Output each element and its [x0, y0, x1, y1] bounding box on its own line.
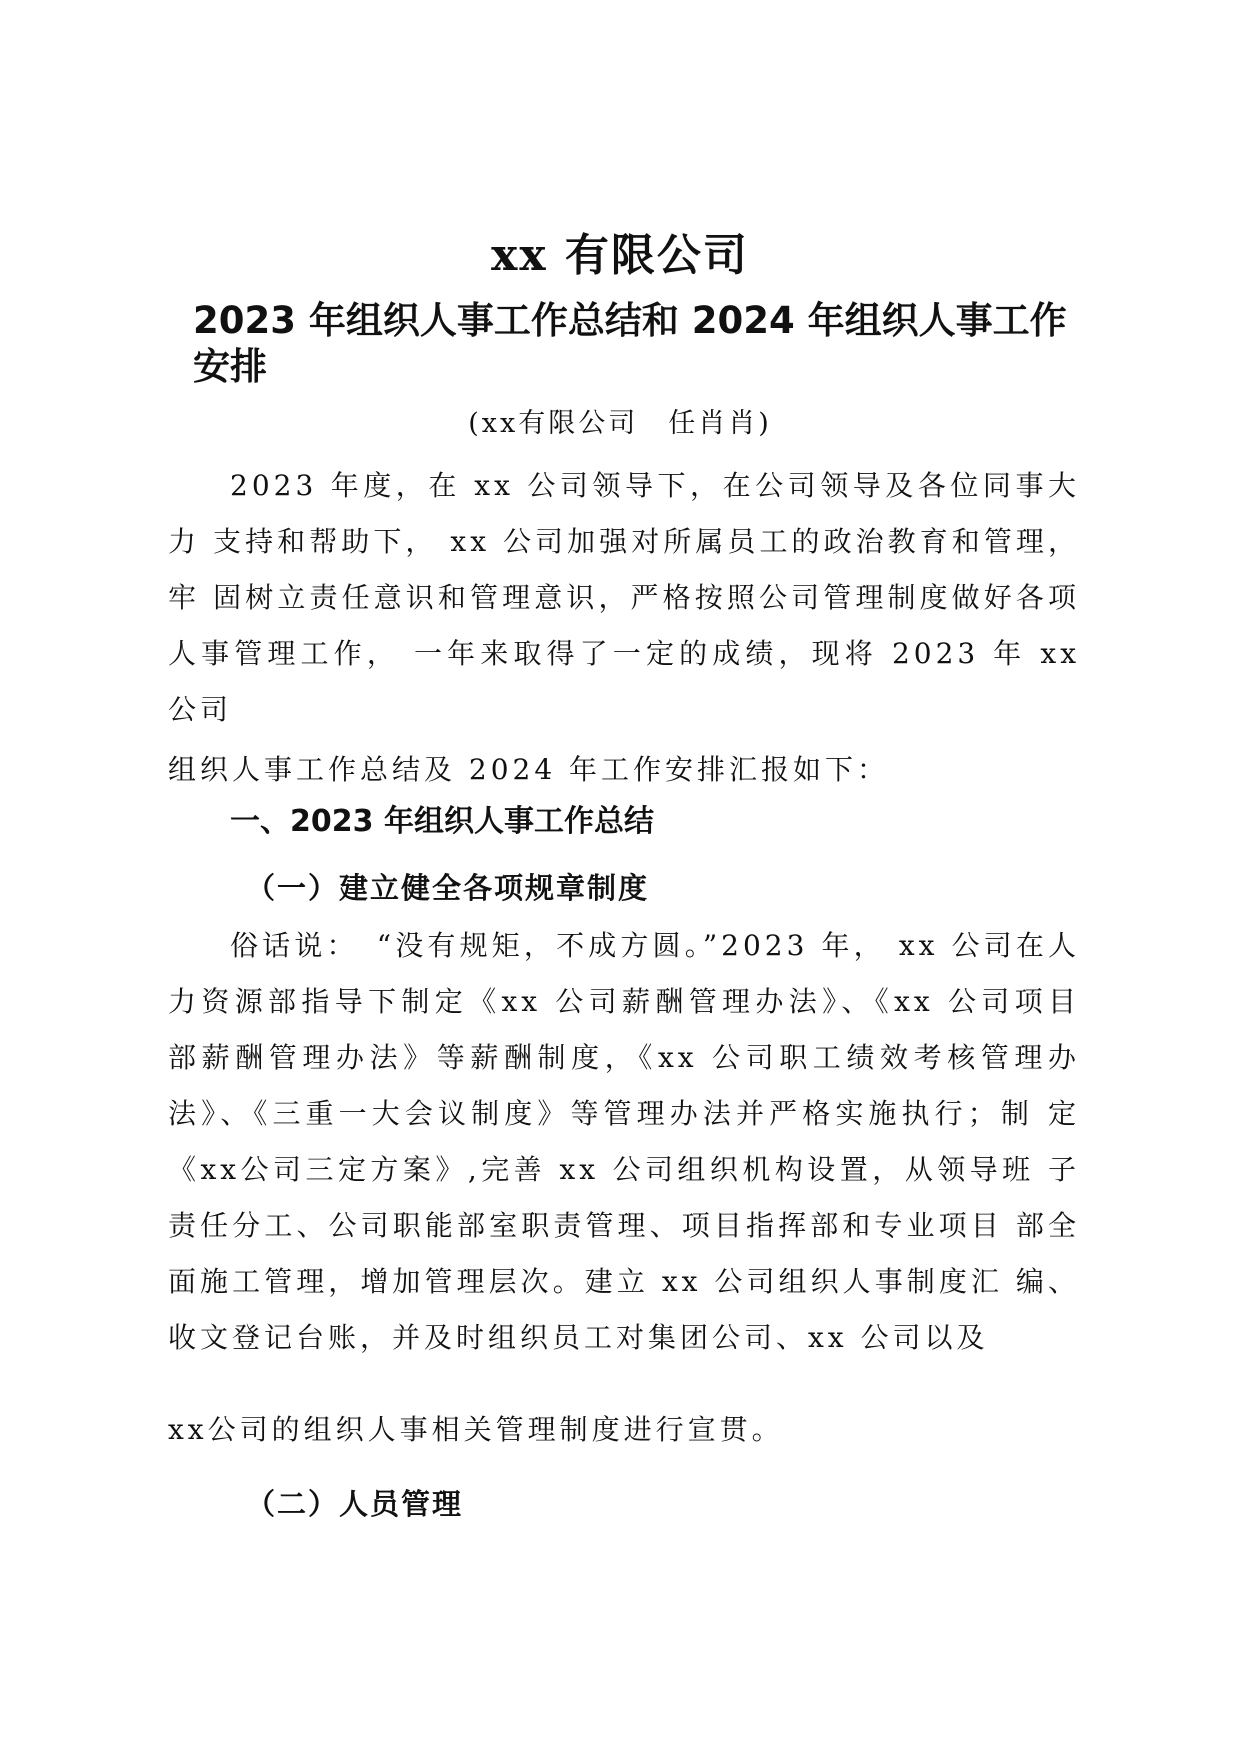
- intro-paragraph-continued: 组织人事工作总结及 2024 年工作安排汇报如下：: [168, 753, 890, 786]
- section-heading-1: 一、2023 年组织人事工作总结: [230, 804, 654, 839]
- author-byline: (xx有限公司 任肖肖): [468, 408, 772, 439]
- subsection-heading-2: （二）人员管理: [246, 1487, 464, 1521]
- regulations-paragraph: 俗话说： “没有规矩，不成方圆。”2023 年， xx 公司在人 力资源部指导下制定《xx 公司薪酬管理办法》、《xx 公司项目 部薪酬管理办法》等薪酬制度，《xx 公司职工绩效考核管理办 法》、《三重一大会议制度》等管理办法并严格实施执行；制 定《xx公司三定方案》,完善 xx 公司组织机构设置，从领导班 子责任分工、公司职能部室职责管理、项目指挥部和专业项目 部全面施工管理，增加管理层次。建立 xx 公司组织人事制度汇 编、收文登记台账，并及时组织员工对集团公司、xx 公司以及: [168, 929, 1080, 1354]
- subsection-heading-1: （一）建立健全各项规章制度: [246, 871, 650, 905]
- regulations-paragraph-continued: xx公司的组织人事相关管理制度进行宣贯。: [168, 1413, 784, 1446]
- main-title: 2023 年组织人事工作总结和 2024 年组织人事工作安排: [193, 299, 1067, 388]
- company-title: xx 有限公司: [491, 230, 749, 281]
- intro-paragraph: 2023 年度，在 xx 公司领导下，在公司领导及各位同事大力 支持和帮助下， xx 公司加强对所属员工的政治教育和管理，牢 固树立责任意识和管理意识，严格按照公司管理制度做好各项 人事管理工作， 一年来取得了一定的成绩，现将 2023 年 xx 公司: [168, 469, 1080, 726]
